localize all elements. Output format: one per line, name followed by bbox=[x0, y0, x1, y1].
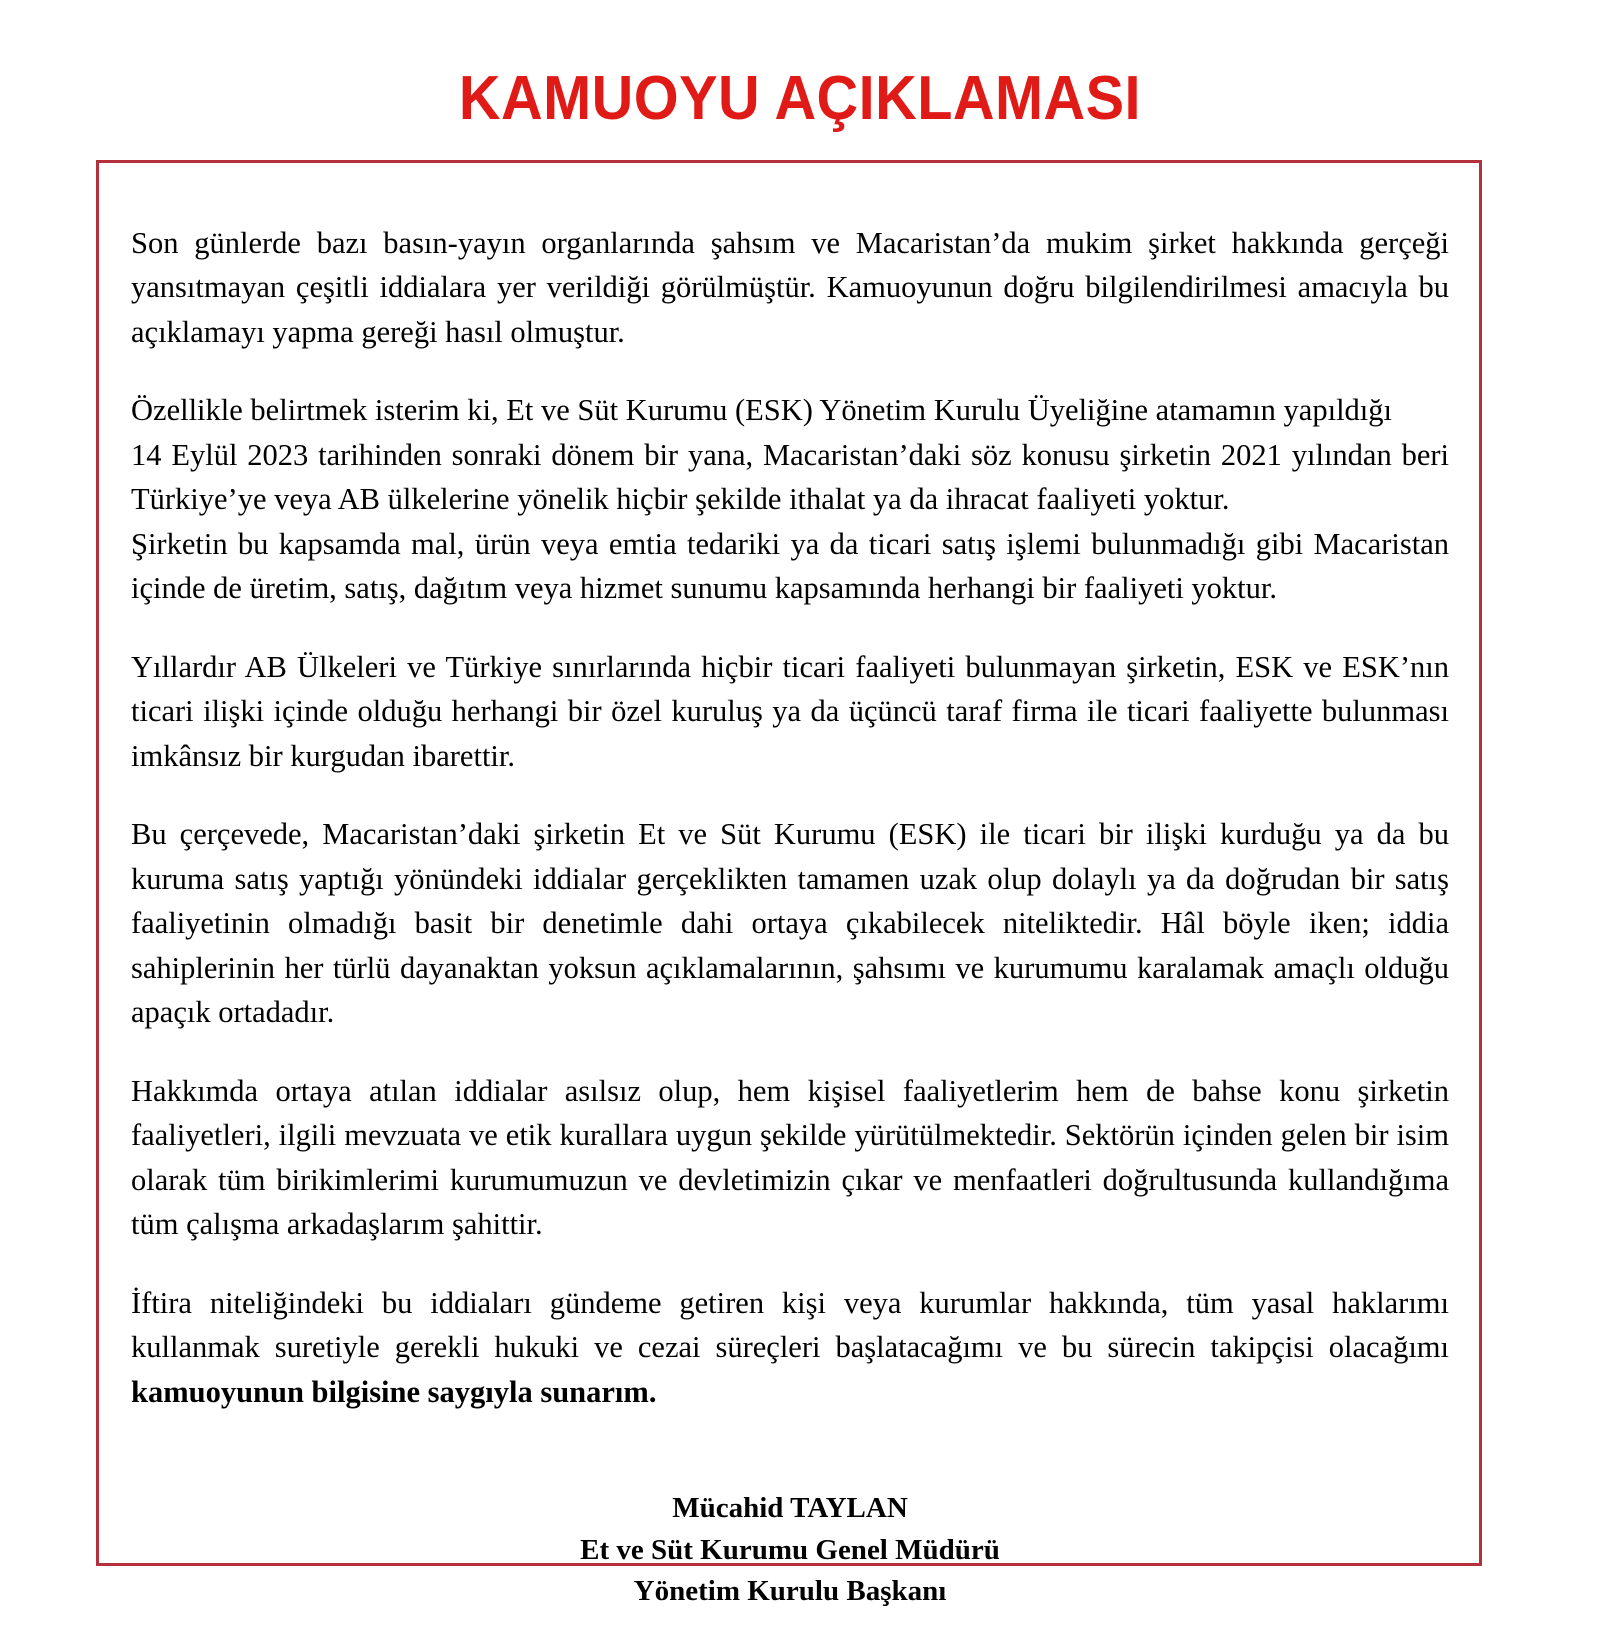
signature-name: Mücahid TAYLAN bbox=[672, 1492, 908, 1525]
paragraph-2-line-1: Özellikle belirtmek isterim ki, Et ve Süt Kurumu (ESK) Yönetim Kurulu Üyeliğine atamamın yapıldığı bbox=[131, 393, 1392, 428]
paragraph-6-closing-bold: kamuoyunun bilgisine saygıyla sunarım. bbox=[131, 1374, 657, 1409]
paragraph-3: Yıllardır AB Ülkeleri ve Türkiye sınırlarında hiçbir ticari faaliyeti bulunmayan şirketin, ESK ve ESK’nın ticari ilişki içinde olduğu herhangi bir özel kuruluş ya da üçüncü taraf firma ile ticari faaliyette bulunması imkânsız bir kurgudan ibarettir. bbox=[131, 649, 1449, 773]
paragraph-2-line-3: Şirketin bu kapsamda mal, ürün veya emtia tedariki ya da ticari satış işlemi bulunmadığı gibi Macaristan içinde de üretim, satış, dağıtım veya hizmet sunumu kapsamında herhangi bir faaliyeti yoktur. bbox=[131, 526, 1449, 606]
paragraph-1: Son günlerde bazı basın-yayın organlarında şahsım ve Macaristan’da mukim şirket hakkında gerçeği yansıtmayan çeşitli iddialara yer verildiği görülmüştür. Kamuoyunun doğru bilgilendirilmesi amacıyla bu açıklamayı yapma gereği hasıl olmuştur. bbox=[131, 225, 1449, 349]
page-title: KAMUOYU AÇIKLAMASI bbox=[458, 63, 1142, 133]
signature-title-1: Et ve Süt Kurumu Genel Müdürü bbox=[580, 1533, 1000, 1566]
signature-block bbox=[131, 1488, 1449, 1612]
statement-frame bbox=[96, 160, 1482, 1607]
signature-title-2: Yönetim Kurulu Başkanı bbox=[633, 1574, 947, 1607]
paragraph-6-text: İftira niteliğindeki bu iddiaları gündeme getiren kişi veya kurumlar hakkında, tüm yasal haklarımı kullanmak suretiyle gerekli hukuki ve cezai süreçleri başlatacağımı ve bu sürecin takipçisi olacağımı bbox=[131, 1285, 1449, 1365]
paragraph-2 bbox=[131, 388, 1449, 611]
statement-body bbox=[99, 163, 1479, 1632]
paragraph-4: Bu çerçevede, Macaristan’daki şirketin Et ve Süt Kurumu (ESK) ile ticari bir ilişki kurduğu ya da bu kuruma satış yaptığı yönündeki iddialar gerçeklikten tamamen uzak olup dolaylı ya da doğrudan bir satış faaliyetinin olmadığı basit bir denetimle dahi ortaya çıkabilecek niteliktedir. Hâl böyle iken; iddia sahiplerinin her türlü dayanaktan yoksun açıklamalarının, şahsımı ve kurumumu karalamak amaçlı olduğu apaçık ortadadır. bbox=[131, 817, 1449, 1030]
paragraph-5: Hakkımda ortaya atılan iddialar asılsız olup, hem kişisel faaliyetlerim hem de bahse konu şirketin faaliyetleri, ilgili mevzuata ve etik kurallara uygun şekilde yürütülmektedir. Sektörün içinden gelen bir isim olarak tüm birikimlerimi kurumumuzun ve devletimizin çıkar ve menfaatleri doğrultusunda kullandığıma tüm çalışma arkadaşlarım şahittir. bbox=[131, 1073, 1449, 1242]
paragraph-2-line-2: 14 Eylül 2023 tarihinden sonraki dönem bir yana, Macaristan’daki söz konusu şirketin 2021 yılından beri Türkiye’ye veya AB ülkelerine yönelik hiçbir şekilde ithalat ya da ihracat faaliyeti yoktur. bbox=[131, 437, 1449, 517]
document-page bbox=[0, 42, 1600, 1642]
paragraph-6 bbox=[131, 1281, 1449, 1415]
